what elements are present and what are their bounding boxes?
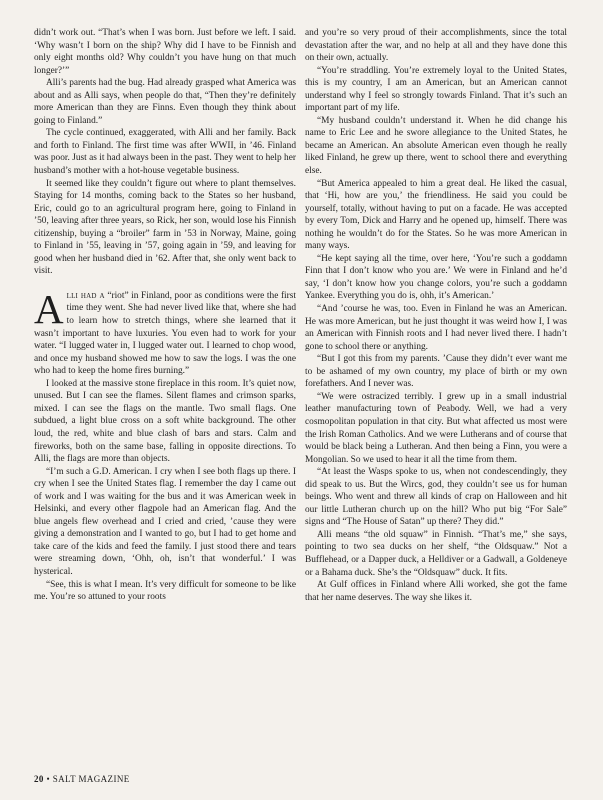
footer-separator: • [46,774,51,784]
paragraph: “I’m such a G.D. American. I cry when I see both flags up there. I cry when I see the United States flag. I remember the day I came out of work and I was waiting for the bus and it was American week in Helsinki, and every other flagpole had an American flag. And the blue angels flew overhead and I cried and cried, ’cause they were giving a demonstration and I wanted to go, but I had to get home and take care of the kids and feed the family. I just stood there and tears were streaming down, ‘Ohh, oh, isn’t that wonderful.’ I was hysterical. [34,466,296,577]
right-column [305,27,567,604]
paragraph: didn’t work out. “That’s when I was born. Just before we left. I said. ‘Why wasn’t I born on the ship? Why did I have to be Finnish and only eight months old? Why couldn’t you have hung on that much longer?’” [34,28,296,76]
paragraph: “But I got this from my parents. ’Cause they didn’t ever want me to be ashamed of my own country, my place of birth or my own forefathers. And I never was. [305,354,567,390]
paragraph-text: “riot” in Finland, poor as conditions were the first time they went. She had never lived like that, where she had to learn how to stretch things, where she learned that it wasn’t important to have luxuries. You even had to work for your water. “I lugged water in, I lugged water out. I learned to chop wood, and once my husband showed me how to saw the logs. I was the one who had to keep the home fires burning.” [34,290,296,377]
section-break [34,278,296,290]
paragraph: “You’re straddling. You’re extremely loyal to the United States, this is my country, I am an American, but an American cannot understand why I feel so strongly towards Finland. That it’s such an important part of my life. [305,65,567,114]
paragraph: It seemed like they couldn’t figure out where to plant themselves. Staying for 14 months, coming back to the States so her husband, Eric, could go to an agricultural program here, going to Finland in ’50, leaving after three years, so Rick, her son, would lose his Finnish citizenship, buying a “broiler” farm in ’53 in Norway, Maine, going to Finland in ’55, leaving in ’57, going again in ’59, and leaving for good when her husband died in ’62. After that, she only went back to visit. [34,178,296,277]
lead-in: lli had a [66,290,105,301]
paragraph: “At least the Wasps spoke to us, when not condescendingly, they did speak to us. But the Wircs, god, they couldn’t see us for human beings. Who went and threw all kinds of crap on Halloween and hit our little Lutheran church up on the hill? Who put big “For Sale” signs and “The House of Satan” up there? They did.” [305,467,567,528]
page-number: 20 [34,774,44,784]
paragraph: “My husband couldn’t understand it. When he did change his name to Eric Lee and he swore allegiance to the United States, he became an American. An absolute American even though he really liked Finland, he grew up there, went to school there and everything else. [305,115,567,177]
paragraph: At Gulf offices in Finland where Alli worked, she got the fame that her name deserves. The way she likes it. [305,580,567,603]
drop-cap: A [34,285,64,332]
page-footer [34,774,130,784]
paragraph: “And ’course he was, too. Even in Finland he was an American. He was more American, but he just thought it was weird how I, I was an American with Finnish roots and I had never lived there. I hadn’t gone to school there or anything. [305,304,567,352]
paragraph: “But America appealed to him a great deal. He liked the casual, that ‘Hi, how are you,’ the friendliness. He said you could be yourself, totally, without having to put on a facade. He was accepted by every Tom, Dick and Harry and he opened up, himself. There was nothing he wouldn’t do for the States. So he was more American in many ways. [305,178,567,252]
paragraph: “We were ostracized terribly. I grew up in a small industrial leather manufacturing town of Peabody. Well, we had a very cosmopolitan population in that city. But what affected us most were the Irish Roman Catholics. And we were Lutherans and of course that would be black being a Lutheran. And then being a Finn, you were a Mongolian. So we used to hear it all the time from them. [305,391,567,465]
paragraph: Alli means “the old squaw” in Finnish. “That’s me,” she says, pointing to two sea ducks on her shelf, “the Oldsquaw.” Not a Bufflehead, or a Dapper duck, a Helldiver or a Gadwall, a Goldeneye or a Bahama duck. She’s the “Oldsquaw” duck. It fits. [305,529,567,578]
paragraph: and you’re so very proud of their accomplishments, since the total devastation after the war, and no help at all and they have done this on their own, actually. [305,28,567,64]
section-opening-paragraph [34,285,296,378]
paragraph: Alli’s parents had the bug. Had already grasped what America was about and as Alli says, when people do that, “Then they’re definitely more American than they are Finns. Even though they think about going to Finland.” [34,78,296,126]
left-column [34,27,296,604]
paragraph: “See, this is what I mean. It’s very difficult for someone to be like me. You’re so attuned to your roots [34,579,296,603]
paragraph: I looked at the massive stone fireplace in this room. It’s quiet now, unused. But I can see the flames. Silent flames and crimson sparks, mixed. I can see the flags on the mantle. Two small flags. One subdued, a light blue cross on a soft white background. The other loud, the red, white and blue clash of bars and stars. Calm and fireworks, both on the same base, falling in opposite directions. To Alli, the flags are more than objects. [34,378,296,465]
paragraph: The cycle continued, exaggerated, with Alli and her family. Back and forth to Finland. The first time was after WWII, in ’46. Finland was poor. Just as it had always been in the past. They went to help her husband’s mother with a hot-house vegetable business. [34,128,296,177]
paragraph: “He kept saying all the time, over here, ‘You’re such a goddamn Finn that I don’t know who you are.’ We were in Finland and he’d say, ‘I don’t know how you change colors, you’re such a goddamn Yankee. Everything you do is, ohh, it’s American.’ [305,253,567,302]
magazine-name: SALT MAGAZINE [52,774,130,784]
